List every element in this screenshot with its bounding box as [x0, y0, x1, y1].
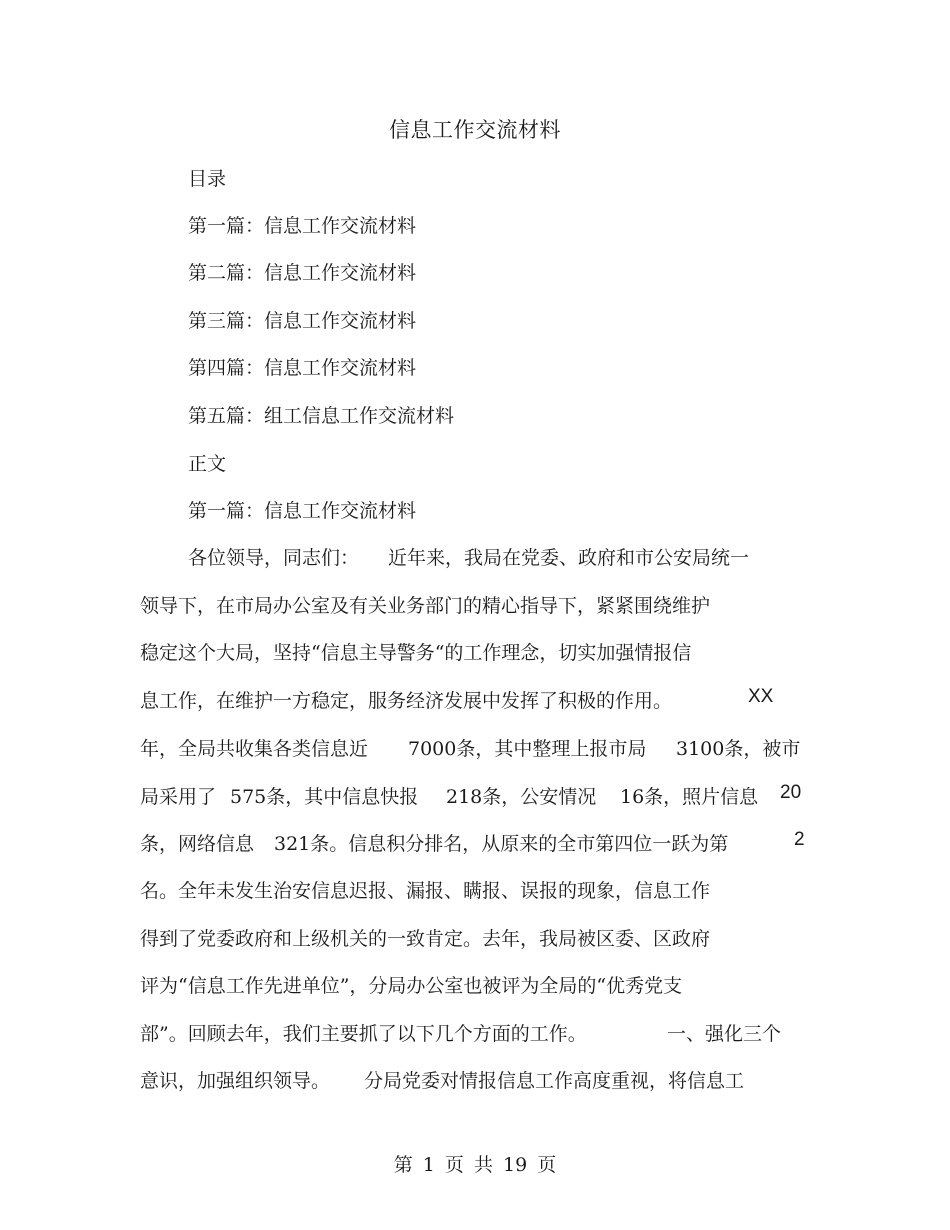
paragraph-text: 条，网络信息 [140, 833, 255, 855]
paragraph-text: 稳定这个大局，坚持“信息主导警务“的工作理念，切实加强情报信 [140, 642, 692, 664]
paragraph-text: 218条，公安情况 [446, 786, 597, 808]
toc-item-5: 第五篇：组工信息工作交流材料 [188, 405, 455, 427]
paragraph-text: 分局党委对情报信息工作高度重视，将信息工 [364, 1070, 745, 1092]
paragraph-text: 2 [794, 829, 805, 850]
paragraph-text: 7000条，其中整理上报市局 [408, 738, 647, 760]
toc-item-4: 第四篇：信息工作交流材料 [188, 357, 417, 379]
paragraph-text: 名。全年未发生治安信息迟报、漏报、瞒报、误报的现象，信息工作 [140, 880, 711, 902]
page-footer: 第 1 页 共 19 页 [393, 1154, 557, 1176]
paragraph-text: 近年来，我局在党委、政府和市公安局统一 [388, 547, 750, 569]
paragraph-text: 年，全局共收集各类信息近 [140, 738, 369, 760]
paragraph-text: 息工作，在维护一方稳定，服务经济发展中发挥了积极的作用。 [140, 690, 673, 712]
paragraph-text: 部”。回顾去年，我们主要抓了以下几个方面的工作。 [140, 1023, 587, 1045]
toc-item-2: 第二篇：信息工作交流材料 [188, 262, 417, 284]
paragraph-text: 20 [780, 782, 802, 803]
paragraph-text: 一、强化三个 [667, 1023, 782, 1045]
paragraph-text: XX [748, 686, 774, 707]
paragraph-text: 意识，加强组织领导。 [140, 1070, 331, 1092]
toc-item-1: 第一篇：信息工作交流材料 [188, 215, 417, 237]
toc-heading: 目录 [188, 168, 227, 190]
paragraph-text: 领导下，在市局办公室及有关业务部门的精心指导下，紧紧围绕维护 [140, 595, 711, 617]
document-title: 信息工作交流材料 [389, 118, 561, 142]
paragraph-text: 局采用了 [140, 786, 217, 808]
paragraph-text: 3100条，被市 [676, 738, 801, 760]
paragraph-text: 16条，照片信息 [620, 786, 759, 808]
paragraph-text: 575条，其中信息快报 [230, 786, 419, 808]
salutation: 各位领导，同志们： [188, 547, 360, 569]
section-title: 第一篇：信息工作交流材料 [188, 500, 417, 522]
paragraph-text: 得到了党委政府和上级机关的一致肯定。去年，我局被区委、区政府 [140, 928, 711, 950]
paragraph-text: 评为“信息工作先进单位”，分局办公室也被评为全局的“优秀党支 [140, 975, 683, 997]
toc-item-3: 第三篇：信息工作交流材料 [188, 310, 417, 332]
paragraph-text: 321条。信息积分排名，从原来的全市第四位一跃为第 [274, 833, 729, 855]
body-heading: 正文 [188, 453, 227, 475]
